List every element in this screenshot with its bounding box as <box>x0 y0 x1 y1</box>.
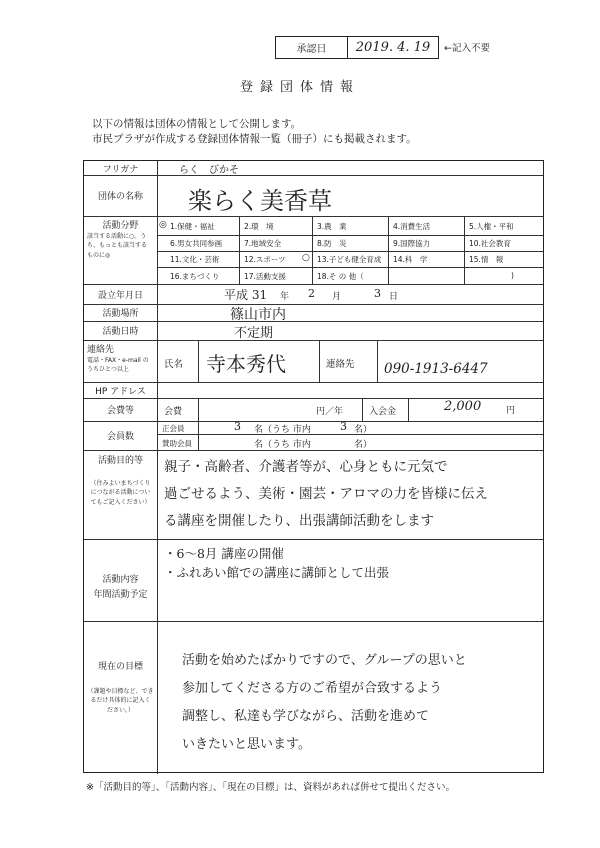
goal-note: （課題や目標など、でき るだけ具体的に記入く ださい。） <box>87 688 154 714</box>
page-title: 登録団体情報 <box>239 80 360 95</box>
field-note: 該当する活動に○。う ち、もっとも該当する ものに◎ <box>87 233 148 259</box>
approval-box <box>275 36 439 59</box>
contact-name-value: 寺本秀代 <box>206 352 286 376</box>
founded-day: 3 <box>374 287 381 300</box>
category-12: 12.スポーツ <box>244 255 286 264</box>
label-fee: 会費等 <box>106 406 134 416</box>
fee-unit: 円／年 <box>316 407 344 417</box>
single-circle-mark: ○ <box>302 253 310 263</box>
regular-end: 名） <box>354 425 373 435</box>
label-purpose: 活動目的等 <box>97 456 143 466</box>
intro-line-2: 市民プラザが作成する登録団体情報一覧（冊子）にも掲載されます。 <box>92 133 417 145</box>
founded-year-unit: 年 <box>280 292 290 302</box>
support-end: 名） <box>354 440 373 450</box>
goal-text: 活動を始めたばかりですので、グループの思いと 参加してくださる方のご希望が合致するよう 調整し、私達も学びながら、活動を進めて いきたいと思います。 <box>182 653 467 752</box>
schedule-value: 不定期 <box>234 326 274 341</box>
category-6: 6.男女共同参画 <box>170 239 223 248</box>
category-10: 10.社会教育 <box>469 239 511 248</box>
label-field: 活動分野 <box>102 220 139 231</box>
label-group-name: 団体の名称 <box>97 192 143 202</box>
category-16: 16.まちづくり <box>170 272 220 281</box>
founded-era: 平成 31 <box>224 288 268 302</box>
label-regular: 正会員 <box>162 424 185 433</box>
label-members: 会員数 <box>106 432 134 442</box>
founded-day-unit: 日 <box>389 292 399 302</box>
footnote: ※「活動目的等」、「活動内容」、「現在の目標」は、資料があれば併せて提出ください。 <box>86 782 455 793</box>
label-schedule: 活動日時 <box>102 327 139 337</box>
registration-form <box>83 160 544 773</box>
label-support: 賛助会員 <box>162 439 192 448</box>
regular-total: 3 <box>234 420 241 433</box>
label-hp: HP アドレス <box>95 386 146 397</box>
approval-label: 承認日 <box>276 37 348 58</box>
entry-unit: 円 <box>506 406 516 416</box>
category-3: 3.農 業 <box>317 222 347 231</box>
approval-date: 2019. 4. 19 <box>355 40 431 55</box>
phone-value: 090-1913-6447 <box>384 361 488 377</box>
category-14: 14.科 学 <box>393 255 428 264</box>
category-13: 13.子ども健全育成 <box>317 255 382 264</box>
purpose-text: 親子・高齢者、介護者等が、心身ともに元気で 過ごせるよう、美術・園芸・アロマの力を皆様に伝え る講座を開催したり、出張講師活動をします <box>164 459 488 529</box>
label-content: 活動内容 年間活動予定 <box>93 575 148 601</box>
founded-month-unit: 月 <box>332 292 342 302</box>
founded-month: 2 <box>308 287 315 300</box>
category-18: 18.そ の 他（ <box>317 272 364 281</box>
label-contact-2: 連絡先 <box>326 359 355 370</box>
contact-note: 電話・FAX・e-mail の うちひとつ以上 <box>87 357 149 374</box>
label-fee-sub: 会費 <box>164 407 183 417</box>
category-4: 4.消費生活 <box>393 222 431 231</box>
double-circle-mark: ◎ <box>159 220 167 230</box>
category-15: 15.情 報 <box>469 255 504 264</box>
label-place: 活動場所 <box>102 309 139 319</box>
support-format: 名（うち 市内 <box>254 440 311 450</box>
category-8: 8.防 災 <box>317 239 347 248</box>
label-furigana: フリガナ <box>102 164 139 175</box>
intro-line-1: 以下の情報は団体の情報として公開します。 <box>92 118 302 130</box>
content-text: ・6〜8月 講座の開催 ・ふれあい館での講座に講師として出張 <box>164 546 390 580</box>
category-11: 11.文化・芸術 <box>170 255 220 264</box>
label-founded: 設立年月日 <box>97 290 143 301</box>
place-value: 篠山市内 <box>230 307 286 323</box>
regular-city: 3 <box>340 420 347 433</box>
category-1: 1.保健・福祉 <box>170 222 215 231</box>
label-name: 氏名 <box>164 359 184 370</box>
label-contact: 連絡先 <box>87 345 115 355</box>
regular-format: 名（うち 市内 <box>254 425 311 435</box>
category-17: 17.活動支援 <box>244 272 286 281</box>
category-7: 7.地域安全 <box>244 239 282 248</box>
category-9: 9.国際協力 <box>393 239 431 248</box>
label-goal: 現在の目標 <box>97 662 143 672</box>
group-name-value: 楽らく美香草 <box>188 187 332 215</box>
furigana-value: らく びかそ <box>179 165 239 176</box>
category-5: 5.人権・平和 <box>469 222 514 231</box>
approval-note: ←記入不要 <box>444 43 490 54</box>
label-entry: 入会金 <box>369 407 397 417</box>
category-18-close: ) <box>511 271 514 280</box>
entry-fee-value: 2,000 <box>444 399 482 414</box>
category-2: 2.環 境 <box>244 222 274 231</box>
purpose-note: （住みよいまちづくり につながる活動につい てもご記入ください） <box>90 480 151 506</box>
